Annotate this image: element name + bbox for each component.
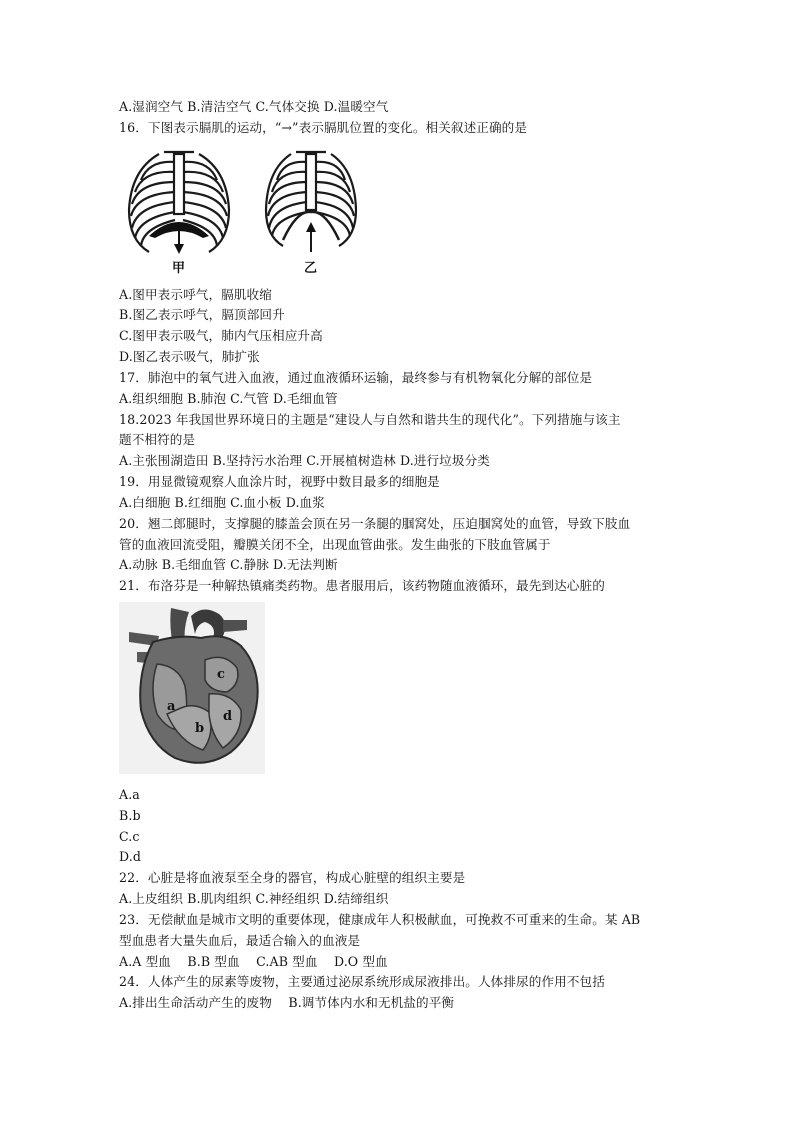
q17-options: A.组织细胞 B.肺泡 C.气管 D.毛细血管 — [119, 391, 338, 406]
label-yi: 乙 — [304, 261, 318, 276]
q16-option-d: D.图乙表示吸气，肺扩张 — [119, 349, 260, 364]
label-b: b — [195, 721, 205, 736]
q24-options: A.排出生命活动产生的废物 B.调节体内水和无机盐的平衡 — [119, 995, 455, 1010]
label-d: d — [223, 709, 233, 724]
line-q23-stem: 23．无偿献血是城市文明的重要体现，健康成年人积极献血，可挽救不可重来的生命。某 AB — [119, 912, 641, 927]
diaphragm-figure — [119, 140, 359, 278]
line-q16-stem: 16．下图表示膈肌的运动，“→”表示膈肌位置的变化。相关叙述正确的是 — [119, 120, 528, 135]
line-q23-stem-cont: 型血患者大量失血后，最适合输入的血液是 — [119, 933, 361, 948]
line-q21-stem: 21．布洛芬是一种解热镇痛类药物。患者服用后，该药物随血液循环，最先到达心脏的 — [119, 578, 605, 593]
heart-figure — [119, 602, 265, 774]
q21-option-a: A.a — [119, 787, 140, 802]
line-q18-stem: 18.2023 年我国世界环境日的主题是“建设人与自然和谐共生的现代化”。下列措施与该主 — [119, 412, 621, 427]
label-jia: 甲 — [172, 261, 186, 276]
q18-options: A.主张围湖造田 B.坚持污水治理 C.开展植树造林 D.进行垃圾分类 — [119, 453, 490, 468]
q21-option-d: D.d — [119, 849, 142, 864]
line-q17-stem: 17．肺泡中的氧气进入血液，通过血液循环运输，最终参与有机物氧化分解的部位是 — [119, 370, 593, 385]
label-c: c — [217, 667, 225, 682]
q20-options: A.动脉 B.毛细血管 C.静脉 D.无法判断 — [119, 557, 338, 572]
line-q15-options: A.湿润空气 B.清洁空气 C.气体交换 D.温暖空气 — [119, 99, 389, 114]
q21-option-c: C.c — [119, 829, 140, 844]
line-q22-stem: 22．心脏是将血液泵至全身的器官，构成心脏壁的组织主要是 — [119, 870, 466, 885]
q23-options: A.A 型血 B.B 型血 C.AB 型血 D.O 型血 — [119, 954, 388, 969]
line-q18-stem-cont: 题不相符的是 — [119, 432, 196, 447]
q21-option-b: B.b — [119, 808, 141, 823]
q22-options: A.上皮组织 B.肌肉组织 C.神经组织 D.结缔组织 — [119, 891, 389, 906]
label-a: a — [167, 699, 176, 714]
line-q19-stem: 19．用显微镜观察人血涂片时，视野中数目最多的细胞是 — [119, 474, 440, 489]
q19-options: A.白细胞 B.红细胞 C.血小板 D.血浆 — [119, 495, 325, 510]
line-q24-stem: 24．人体产生的尿素等废物，主要通过泌尿系统形成尿液排出。人体排尿的作用不包括 — [119, 974, 605, 989]
q16-option-c: C.图甲表示吸气，肺内气压相应升高 — [119, 328, 323, 343]
q16-option-b: B.图乙表示呼气，膈顶部回升 — [119, 307, 285, 322]
line-q20-stem: 20．翘二郎腿时，支撑腿的膝盖会顶在另一条腿的腘窝处，压迫腘窝处的血管，导致下肢血 — [119, 516, 631, 531]
q16-option-a: A.图甲表示呼气，膈肌收缩 — [119, 287, 272, 302]
line-q20-stem-cont: 管的血液回流受阻，瓣膜关闭不全，出现血管曲张。发生曲张的下肢血管属于 — [119, 537, 551, 552]
